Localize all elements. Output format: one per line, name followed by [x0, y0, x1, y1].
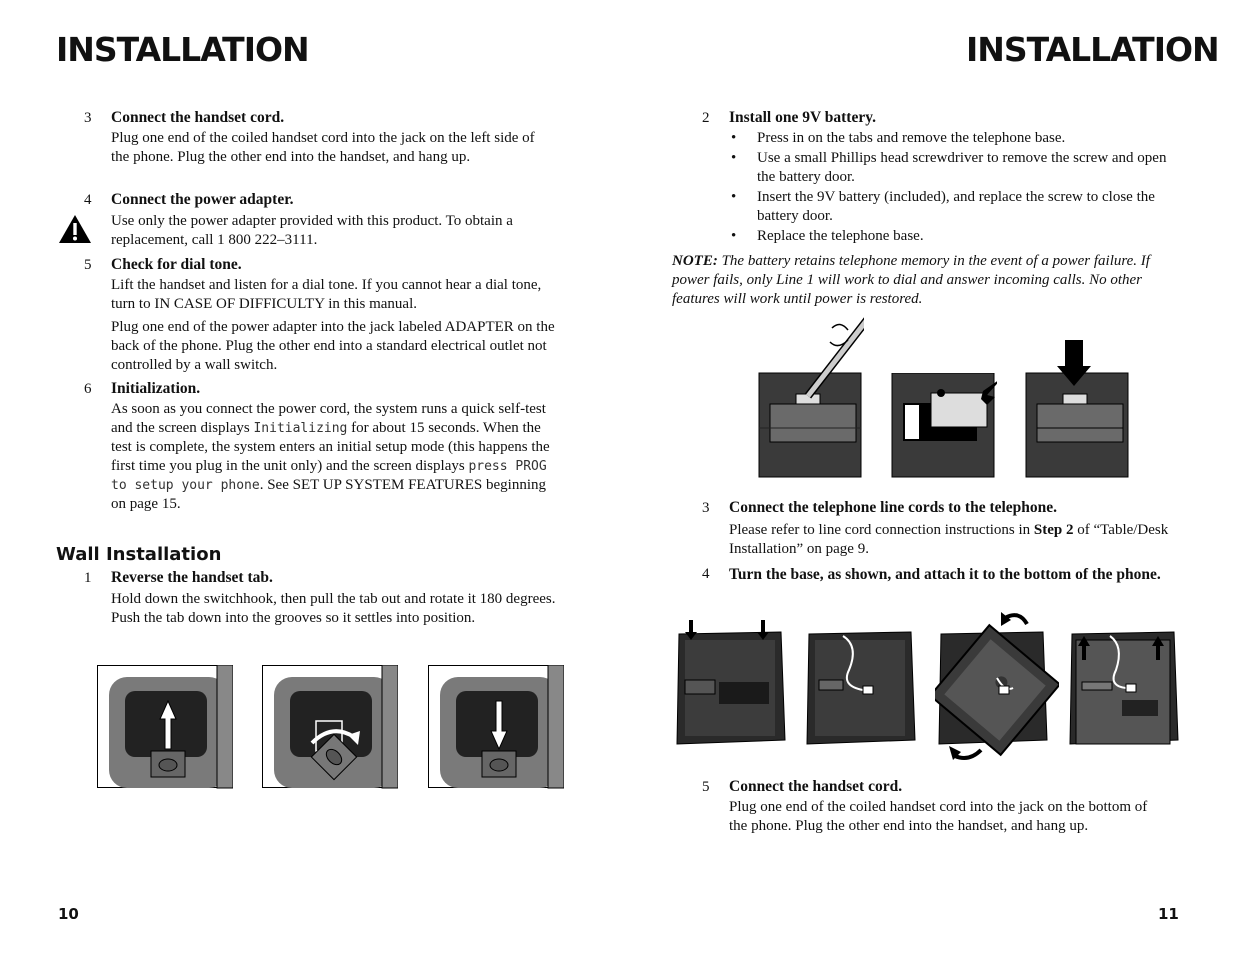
note-label: NOTE: [672, 253, 718, 269]
step-body [729, 521, 1169, 559]
step-body: Hold down the switchhook, then pull the tab out and rotate it 180 degrees. Push the tab down into the grooves so it settles into position. [111, 591, 556, 626]
step-body-2: Plug one end of the power adapter into the jack labeled ADAPTER on the back of the phone. Plug the other end into a standard electrical outlet not controlled by a wall switch. [111, 319, 555, 373]
step-title: Turn the base, as shown, and attach it to the bottom of the phone. [729, 566, 1161, 583]
step-title: Initialization. [111, 380, 201, 397]
step-title: Install one 9V battery. [729, 109, 876, 126]
step-title: Check for dial tone. [111, 256, 242, 273]
step-number: 2 [702, 110, 710, 126]
section-title: Wall Installation [56, 544, 222, 565]
body-text: . See SET UP SYSTEM FEATURES beginning on page 15. [111, 477, 546, 512]
step-body: Plug one end of the coiled handset cord into the jack on the bottom of the phone. Plug the other end into the handset, and hang up. [729, 799, 1148, 834]
step-title: Connect the power adapter. [111, 191, 294, 208]
note-text: The battery retains telephone memory in the event of a power failure. If power fails, only Line 1 will work to dial and answer incoming calls. No other features will work until power is restored. [672, 253, 1150, 307]
step-number: 4 [84, 192, 92, 208]
step-title: Reverse the handset tab. [111, 569, 273, 586]
step-title: Connect the handset cord. [111, 109, 285, 126]
list-item: • Replace the telephone base. [729, 227, 1169, 246]
body-text: for about 15 seconds. When the test is complete, the system enters an initial setup mode (this happens the first time you plug in the unit only) and the screen displays [111, 420, 550, 474]
body-text-bold: Step 2 [1033, 522, 1074, 538]
step-title: Connect the handset cord. [729, 778, 903, 795]
lcd-display-text: press PROG to setup your phone [111, 459, 547, 493]
step-number: 5 [84, 257, 92, 273]
left-page-header: INSTALLATION [56, 30, 309, 69]
step-body [111, 400, 559, 514]
battery-illustration-screwdriver [758, 316, 864, 479]
battery-illustration-insert [891, 373, 997, 479]
step-body: Plug one end of the coiled handset cord into the jack on the left side of the phone. Plug the other end into the handset, and hang up. [111, 130, 535, 165]
right-page-header: INSTALLATION [966, 30, 1219, 69]
step-title: Connect the telephone line cords to the telephone. [729, 499, 1058, 516]
step-number: 6 [84, 381, 92, 397]
handset-tab-illustration-1 [97, 665, 233, 789]
battery-steps-list [729, 129, 1169, 247]
step-number: 1 [84, 570, 92, 586]
body-text: As soon as you connect the power cord, the system runs a quick self-test and the screen displays [111, 401, 546, 436]
base-illustration-1 [675, 620, 787, 748]
body-text: Please refer to line cord connection instructions in [729, 522, 1031, 538]
step-body: Lift the handset and listen for a dial tone. If you cannot hear a dial tone, turn to IN CASE OF DIFFICULTY in this manual. [111, 277, 542, 312]
step-number: 3 [84, 110, 92, 126]
handset-tab-illustration-2 [262, 665, 398, 789]
page-number: 11 [1158, 905, 1179, 923]
step-number: 5 [702, 779, 710, 795]
step-number: 3 [702, 500, 710, 516]
page-number: 10 [58, 905, 79, 923]
body-text: of “Table/Desk Installation” on page 9. [729, 522, 1169, 557]
note [672, 252, 1172, 309]
list-item: • Insert the 9V battery (included), and replace the screw to close the battery door. [729, 188, 1169, 226]
step-number: 4 [702, 566, 710, 582]
warning-triangle-icon [57, 213, 93, 245]
base-illustration-4 [1068, 626, 1180, 756]
list-item: • Use a small Phillips head screwdriver to remove the screw and open the battery door. [729, 149, 1169, 187]
step-body: Use only the power adapter provided with this product. To obtain a replacement, call 1 800 222–3111. [111, 213, 513, 248]
list-item: • Press in on the tabs and remove the telephone base. [729, 129, 1169, 148]
base-illustration-3-rotating [935, 610, 1059, 765]
battery-illustration-replace [1025, 340, 1131, 480]
handset-tab-illustration-3 [428, 665, 564, 789]
lcd-display-text: Initializing [253, 421, 348, 436]
base-illustration-2 [805, 626, 917, 750]
